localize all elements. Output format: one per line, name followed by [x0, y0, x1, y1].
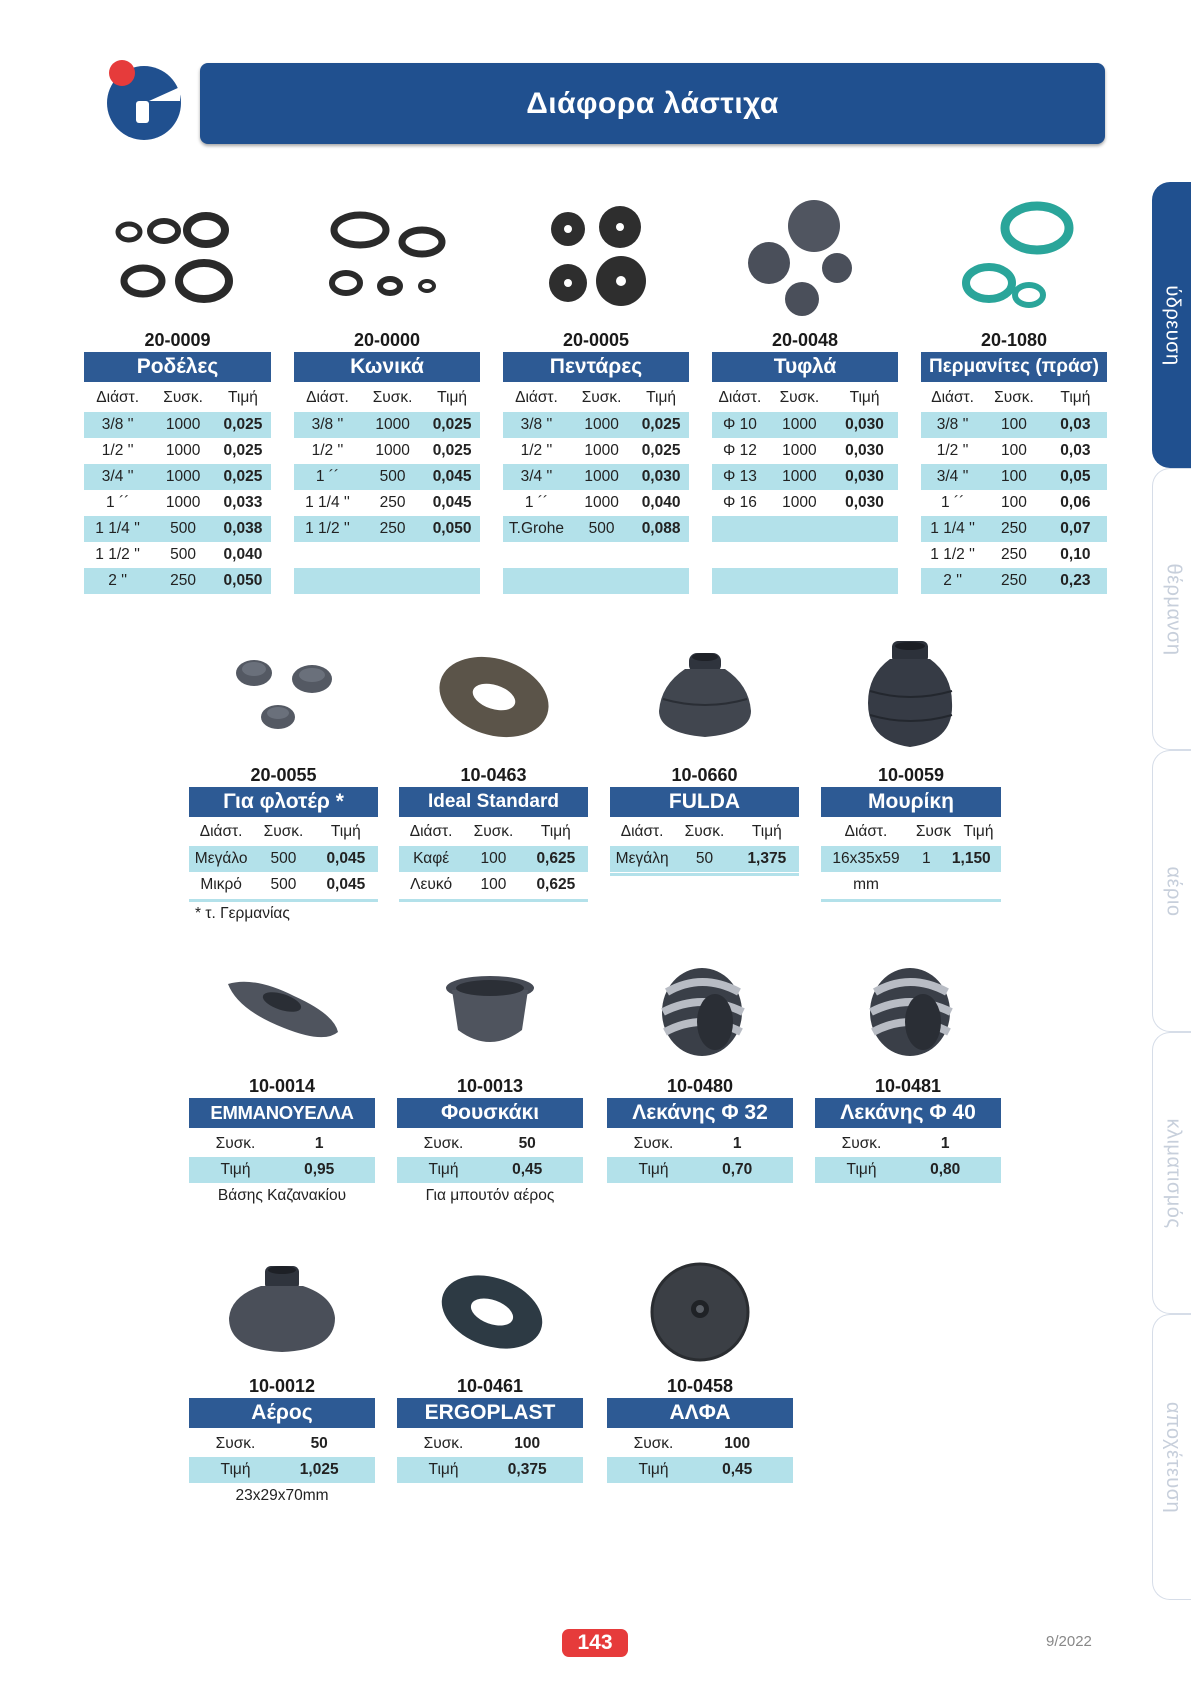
product-title: Περμανίτες (πράσ): [921, 352, 1107, 382]
table-header: Διάστ. Συσκ. Τιμή: [931, 389, 1091, 406]
washer-rings-image: [112, 210, 242, 320]
table-row: 1 1/2 '' 500 0,040: [95, 546, 263, 563]
product-title: Ροδέλες: [84, 352, 271, 382]
product-20-0005: [503, 190, 689, 600]
product-title: ΑΛΦΑ: [607, 1398, 793, 1428]
product-10-0013: [397, 962, 583, 1212]
table-header: Διάστ. Συσκ. Τιμή: [96, 389, 258, 406]
product-code: 20-0000: [353, 330, 421, 350]
table-row: 1/2 '' 100 0,03: [936, 442, 1091, 459]
table-row: 1 1/2 '' 250 0,050: [294, 516, 480, 542]
product-code: 10-0463: [460, 765, 527, 785]
product-title: Λεκάνης Φ 32: [607, 1098, 793, 1128]
product-10-0059: [821, 635, 1001, 935]
edition-date: 9/2022: [1046, 1633, 1092, 1650]
product-title: ERGOPLAST: [397, 1398, 583, 1428]
blind-gaskets-image: [748, 200, 858, 320]
product-10-0461: [397, 1262, 583, 1512]
ergoplast-gasket-image: [437, 1268, 547, 1358]
table-row: 1/2 '' 1000 0,025: [311, 442, 472, 459]
product-title: Για φλοτέρ *: [189, 787, 378, 817]
product-code: 20-0009: [144, 330, 211, 350]
price-row: Τιμή 0,95: [189, 1157, 375, 1183]
table-row: Μικρό 500 0,045: [200, 876, 366, 893]
table-row: Φ 12 1000 0,030: [722, 442, 884, 459]
product-20-0048: [712, 190, 898, 600]
product-title: ΕΜΜΑΝΟΥΕΛΛΑ: [189, 1098, 375, 1128]
table-row: 3/8 '' 1000 0,025: [84, 412, 271, 438]
product-title: Αέρος: [189, 1398, 375, 1428]
emmanouella-gasket-image: [224, 970, 344, 1050]
pack-row: Συσκ. 1: [633, 1135, 742, 1152]
toilet-seal-40-image: [865, 962, 955, 1062]
mouriki-gasket-image: [866, 641, 956, 751]
product-code: 20-0048: [771, 330, 839, 350]
table-row-empty: [712, 568, 898, 594]
green-fibre-washers-image: [956, 198, 1076, 318]
company-logo: [100, 57, 184, 141]
table-bottom-line: [610, 873, 799, 876]
table-row: Φ 13 1000 0,030: [712, 464, 898, 490]
price-row: Τιμή 0,80: [815, 1157, 1001, 1183]
product-code: 10-0481: [874, 1076, 942, 1096]
table-row: Λευκό 100 0,625: [410, 876, 576, 893]
product-code: 20-0005: [562, 330, 630, 350]
table-header: Διάστ. Συσκ. Τιμή: [199, 823, 361, 840]
product-10-0480: [607, 962, 793, 1212]
table-row: 1 1/4 '' 250 0,07: [921, 516, 1107, 542]
table-row: 3/4 '' 1000 0,025: [84, 464, 271, 490]
product-title: Λεκάνης Φ 40: [815, 1098, 1001, 1128]
price-row: Τιμή 0,45: [607, 1457, 793, 1483]
side-tab-label: ύδρευση: [1162, 284, 1184, 366]
product-title: Τυφλά: [712, 352, 898, 382]
table-row: 3/8 '' 1000 0,025: [503, 412, 689, 438]
product-title: Μουρίκη: [821, 787, 1001, 817]
table-row: 1 ´´ 500 0,045: [294, 464, 480, 490]
table-row: 1 ´´ 1000 0,040: [524, 494, 681, 511]
price-row: Τιμή 0,45: [397, 1157, 583, 1183]
table-row: Καφέ 100 0,625: [399, 846, 588, 872]
pack-row: Συσκ. 1: [215, 1135, 324, 1152]
toilet-seal-32-image: [657, 962, 747, 1062]
product-20-0000: [294, 190, 480, 600]
price-row: Τιμή 1,025: [189, 1457, 375, 1483]
fulda-gasket-image: [655, 651, 755, 746]
side-tab-label: αποχέτευση: [1162, 1401, 1184, 1513]
product-20-0055: [189, 635, 378, 935]
table-row-empty: [712, 516, 898, 542]
product-note: * τ. Γερμανίας: [195, 905, 290, 922]
product-10-0660: [610, 635, 799, 935]
alfa-gasket-image: [650, 1262, 750, 1362]
product-title: Φουσκάκι: [397, 1098, 583, 1128]
side-tab-drainage[interactable]: [1152, 1314, 1191, 1600]
header-bar: [200, 63, 1105, 144]
side-tab-label: αέριο: [1162, 866, 1185, 916]
product-code: 10-0458: [666, 1376, 734, 1396]
price-row: Τιμή 0,70: [607, 1157, 793, 1183]
product-code: 10-0461: [456, 1376, 524, 1396]
side-tab-label: κλιματισμός: [1162, 1117, 1185, 1229]
product-title: FULDA: [610, 787, 799, 817]
table-bottom-line: [399, 899, 588, 902]
table-bottom-line: [189, 899, 378, 902]
ideal-standard-gasket-image: [434, 649, 554, 749]
table-row: 3/8 '' 100 0,03: [921, 412, 1107, 438]
side-tab-heating[interactable]: [1152, 468, 1191, 750]
product-10-0014: [189, 962, 375, 1212]
product-title: Ideal Standard: [399, 787, 588, 817]
product-code: 10-0480: [666, 1076, 734, 1096]
table-row: 1 ´´ 100 0,06: [940, 494, 1091, 511]
table-row-empty: [503, 568, 689, 594]
table-row: 16x35x59 1 1,150: [821, 846, 1001, 872]
table-header: Διάστ. Συσκ Τιμή: [844, 823, 994, 840]
table-header: Διάστ. Συσκ. Τιμή: [718, 389, 880, 406]
table-header: Διάστ. Συσκ. Τιμή: [620, 823, 782, 840]
side-tab-water-supply[interactable]: [1152, 182, 1191, 468]
table-bottom-line: [821, 899, 1001, 902]
product-20-1080: [921, 190, 1107, 600]
product-10-0458: [607, 1262, 793, 1512]
table-row: Φ 16 1000 0,030: [722, 494, 884, 511]
table-row: 1/2 '' 1000 0,025: [101, 442, 263, 459]
table-row: 2 '' 250 0,050: [84, 568, 271, 594]
table-row: 1 ´´ 1000 0,033: [106, 494, 263, 511]
table-row: 3/8 '' 1000 0,025: [294, 412, 480, 438]
product-code: 10-0013: [456, 1076, 524, 1096]
table-row: 1/2 '' 1000 0,025: [520, 442, 681, 459]
table-row: 3/4 '' 1000 0,030: [503, 464, 689, 490]
table-row: 1 1/2 '' 250 0,10: [930, 546, 1091, 563]
table-row: T.Grohe 500 0,088: [503, 516, 689, 542]
product-code: 10-0012: [248, 1376, 316, 1396]
table-row: 1 1/4 '' 250 0,045: [305, 494, 472, 511]
product-code: 20-0055: [250, 765, 317, 785]
table-row-empty: [294, 568, 480, 594]
table-row: 3/4 '' 100 0,05: [921, 464, 1107, 490]
page-title: Διάφορα λάστιχα: [526, 86, 779, 120]
product-note: Βάσης Καζανακίου: [217, 1187, 347, 1204]
conical-washers-image: [324, 202, 454, 312]
pack-row: Συσκ. 1: [841, 1135, 950, 1152]
product-note: 23x29x70mm: [235, 1487, 329, 1504]
table-row: Φ 10 1000 0,030: [712, 412, 898, 438]
table-row: 1 1/4 '' 500 0,038: [84, 516, 271, 542]
side-tab-air-conditioning[interactable]: [1152, 1032, 1191, 1314]
product-note: Για μπουτόν αέρος: [425, 1187, 555, 1204]
pack-row: Συσκ. 50: [423, 1135, 536, 1152]
float-gaskets-image: [234, 655, 339, 735]
product-10-0481: [815, 962, 1001, 1212]
table-header: Διάστ. Συσκ. Τιμή: [409, 823, 571, 840]
pack-row: Συσκ. 50: [215, 1435, 328, 1452]
product-code: 10-0660: [671, 765, 738, 785]
product-10-0012: [189, 1262, 375, 1512]
product-code: 20-1080: [980, 330, 1048, 350]
flat-gaskets-image: [541, 202, 651, 312]
side-tab-gas[interactable]: [1152, 750, 1191, 1032]
table-header: Διάστ. Συσκ. Τιμή: [306, 389, 468, 406]
table-row: 2 '' 250 0,23: [921, 568, 1107, 594]
table-header: Διάστ. Συσκ. Τιμή: [515, 389, 677, 406]
table-row: mm: [853, 876, 879, 893]
pack-row: Συσκ. 100: [423, 1435, 541, 1452]
product-code: 10-0059: [877, 765, 945, 785]
aeros-gasket-image: [227, 1266, 337, 1356]
product-20-0009: [84, 190, 271, 600]
pack-row: Συσκ. 100: [633, 1435, 751, 1452]
product-title: Πεντάρες: [503, 352, 689, 382]
table-row: Μεγάλη 50 1,375: [610, 846, 799, 872]
page-number: 143: [562, 1629, 628, 1657]
side-tab-label: θέρμανση: [1162, 563, 1184, 655]
product-code: 10-0014: [248, 1076, 316, 1096]
product-10-0463: [399, 635, 588, 935]
product-title: Κωνικά: [294, 352, 480, 382]
table-row: Μεγάλο 500 0,045: [189, 846, 378, 872]
price-row: Τιμή 0,375: [397, 1457, 583, 1483]
fouskaki-gasket-image: [444, 974, 536, 1054]
